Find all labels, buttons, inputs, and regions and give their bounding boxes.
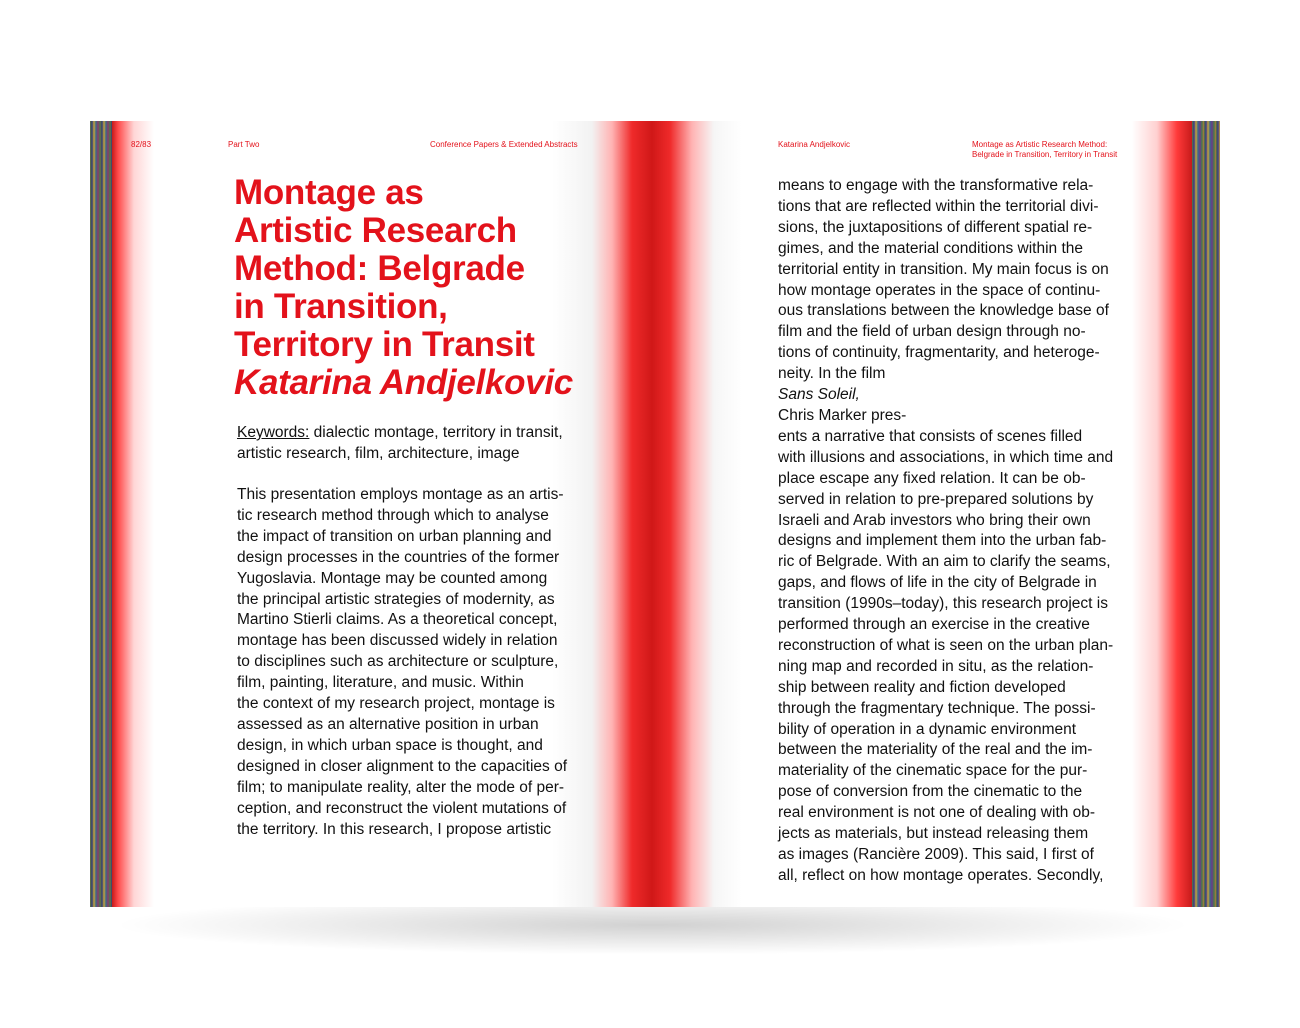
text-line: territorial entity in transition. My main focus is on [778, 260, 1109, 278]
text-line: assessed as an alternative position in urban [237, 715, 539, 733]
text-line: design processes in the countries of the former [237, 548, 560, 566]
film-title: Sans Soleil, [778, 386, 860, 404]
text-line: Martino Stierli claims. As a theoretical concept, [237, 611, 558, 629]
keywords [237, 422, 563, 464]
text-line: served in relation to pre-prepared solutions by [778, 490, 1094, 508]
keywords-label: Keywords: [237, 424, 310, 441]
text-line: designs and implement them into the urban fab- [778, 532, 1107, 550]
text-line: to disciplines such as architecture or sculpture, [237, 653, 559, 671]
running-head-title-line: Montage as Artistic Research Method: [972, 140, 1108, 149]
text-line: design, in which urban space is thought, and [237, 736, 543, 754]
text-line: means to engage with the transformative rela- [778, 177, 1094, 194]
text-segment: Chris Marker pres- [778, 406, 907, 424]
running-head-author: Katarina Andjelkovic [778, 140, 851, 149]
text-line: gaps, and flows of life in the city of Belgrade in [778, 574, 1097, 592]
text-line: transition (1990s–today), this research project is [778, 595, 1108, 613]
right-body-text [778, 176, 1113, 887]
text-line: ning map and recorded in situ, as the relation- [778, 657, 1094, 675]
text-segment: neity. In the film [778, 365, 886, 383]
text-line: as images (Rancière 2009). This said, I first of [778, 846, 1094, 863]
text-line: film, painting, literature, and music. Within [237, 674, 524, 692]
text-line: jects as materials, but instead releasing them [778, 825, 1089, 843]
left-body-text [237, 485, 567, 840]
page-edges-right [1192, 121, 1220, 907]
author-name: Katarina Andjelkovic [234, 363, 573, 402]
text-line: performed through an exercise in the creative [778, 616, 1090, 634]
page-edges-left [90, 121, 112, 907]
text-line: Israeli and Arab investors who bring their own [778, 511, 1091, 529]
title-line: Territory in Transit [234, 325, 535, 364]
text-line: gimes, and the material conditions within the [778, 239, 1083, 257]
text-line: tic research method through which to analyse [237, 506, 549, 524]
text-line: ship between reality and fiction developed [778, 678, 1066, 696]
text-line: bility of operation in a dynamic environment [778, 720, 1077, 738]
keywords-text: artistic research, film, architecture, image [237, 445, 520, 462]
text-line: the principal artistic strategies of modernity, as [237, 590, 555, 608]
text-line: all, reflect on how montage operates. Secondly, [778, 866, 1104, 884]
running-head-part: Part Two [228, 140, 260, 149]
text-line: between the materiality of the real and the im- [778, 741, 1093, 759]
text-line: tions of continuity, fragmentarity, and heteroge- [778, 344, 1100, 362]
text-line: This presentation employs montage as an artis- [237, 486, 564, 503]
text-line: materiality of the cinematic space for the pur- [778, 762, 1088, 780]
text-line: sions, the juxtapositions of different spatial re- [778, 218, 1093, 236]
running-head-section: Conference Papers & Extended Abstracts [430, 140, 578, 149]
text-line: the impact of transition on urban planning and [237, 527, 552, 545]
running-head-title-line: Belgrade in Transition, Territory in Transit [972, 150, 1118, 159]
text-line: Yugoslavia. Montage may be counted among [237, 569, 548, 587]
title-line: in Transition, [234, 287, 448, 326]
text-line: through the fragmentary technique. The possi- [778, 699, 1096, 717]
text-line [778, 364, 1113, 427]
title-line: Artistic Research [234, 211, 517, 250]
title-line: Montage as [234, 173, 424, 212]
text-line: pose of conversion from the cinematic to the [778, 783, 1083, 801]
text-line: designed in closer alignment to the capacities of [237, 757, 568, 775]
text-line: how montage operates in the space of continu- [778, 281, 1101, 299]
text-line: ents a narrative that consists of scenes filled [778, 427, 1083, 445]
article-title [234, 174, 654, 402]
text-line: with illusions and associations, in which time and [778, 448, 1114, 466]
text-line: reconstruction of what is seen on the urban plan- [778, 636, 1114, 654]
text-line: ric of Belgrade. With an aim to clarify the seams, [778, 553, 1111, 571]
title-line: Method: Belgrade [234, 249, 525, 288]
text-line: montage has been discussed widely in relation [237, 632, 558, 650]
text-line: ous translations between the knowledge base of [778, 302, 1109, 320]
text-line: real environment is not one of dealing with ob- [778, 804, 1096, 822]
text-line: place escape any fixed relation. It can be ob- [778, 469, 1086, 487]
keywords-text: dialectic montage, territory in transit, [309, 424, 563, 441]
page-number: 82/83 [131, 140, 152, 149]
text-line: ception, and reconstruct the violent mutations of [237, 799, 567, 817]
text-line: film; to manipulate reality, alter the mode of per- [237, 778, 565, 796]
text-line: film and the field of urban design through no- [778, 323, 1086, 341]
text-line: the territory. In this research, I propose artistic [237, 820, 552, 838]
text-line: tions that are reflected within the territorial divi- [778, 197, 1099, 215]
text-line: the context of my research project, montage is [237, 695, 555, 713]
running-head-title [972, 140, 1117, 160]
